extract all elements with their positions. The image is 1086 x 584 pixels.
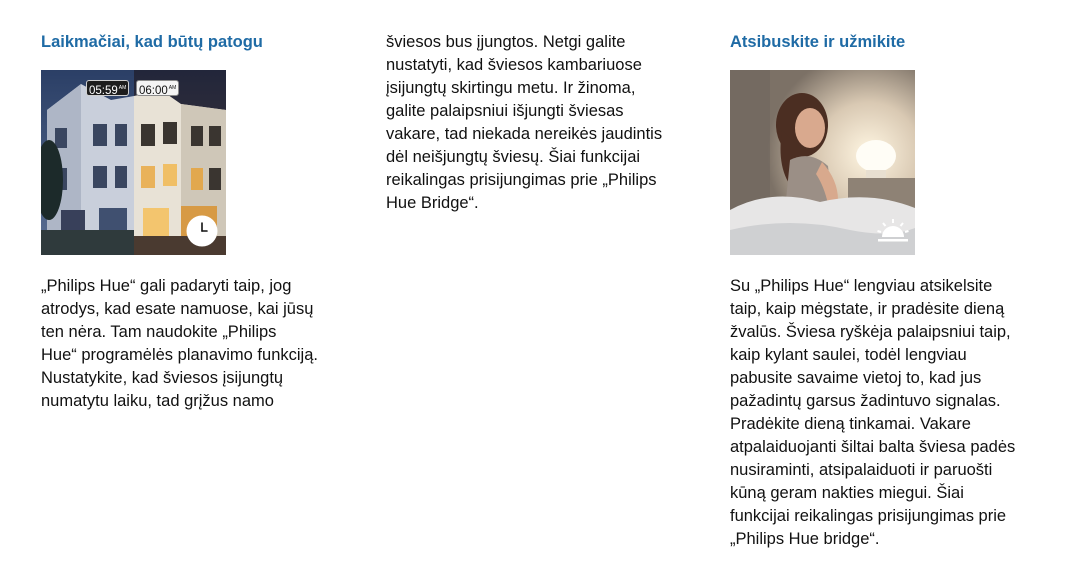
woman-bed-photo: [730, 70, 915, 255]
clock-icon: [185, 214, 219, 248]
time-badge-after: $06:00^{AM}$: [136, 80, 179, 96]
house-photo: [41, 70, 226, 255]
wake-sleep-paragraph: Su „Philips Hue“ lengviau atsikelsite taip, kaip mėgstate, ir pradėsite dieną žvalūs. Šviesa ryškėja palaipsniui taip, kaip kylant saulei, todėl lengviau pabusite savaime vietoj to, kad jus pažadintų garsus žadintuvo signalas. Pradėkite dieną tinkamai. Vakare atpalaiduojanti šiltai balta šviesa padės nusiraminti, atsipalaiduoti ir paruošti kūną geram nakties miegui. Šiai funkcijai reikalingas prisijungimas prie „Philips Hue bridge“.: [730, 277, 1016, 548]
time-badge-before: $05:59^{AM}$: [86, 80, 129, 96]
sunrise-icon: [876, 217, 910, 245]
wake-sleep-heading: Atsibuskite ir užmikite: [730, 33, 906, 51]
timers-paragraph-2: šviesos bus įjungtos. Netgi galite nustatyti, kad šviesos kambariuose įsijungtų skirtingu metu. Ir žinoma, galite palaipsniui išjungti šviesas vakare, tad niekada nereikės jaudintis dėl neišjungtų šviesų. Šiai funkcijai reikalingas prisijungimas prie „Philips Hue Bridge“.: [386, 33, 663, 212]
timers-paragraph-1: „Philips Hue“ gali padaryti taip, jog atrodys, kad esate namuose, kai jūsų ten nėra. Tam naudokite „Philips Hue“ programėlės planavimo funkciją. Nustatykite, kad šviesos įsijungtų numatytu laiku, tad grįžus namo: [41, 277, 318, 410]
timers-heading: Laikmačiai, kad būtų patogu: [41, 33, 263, 51]
